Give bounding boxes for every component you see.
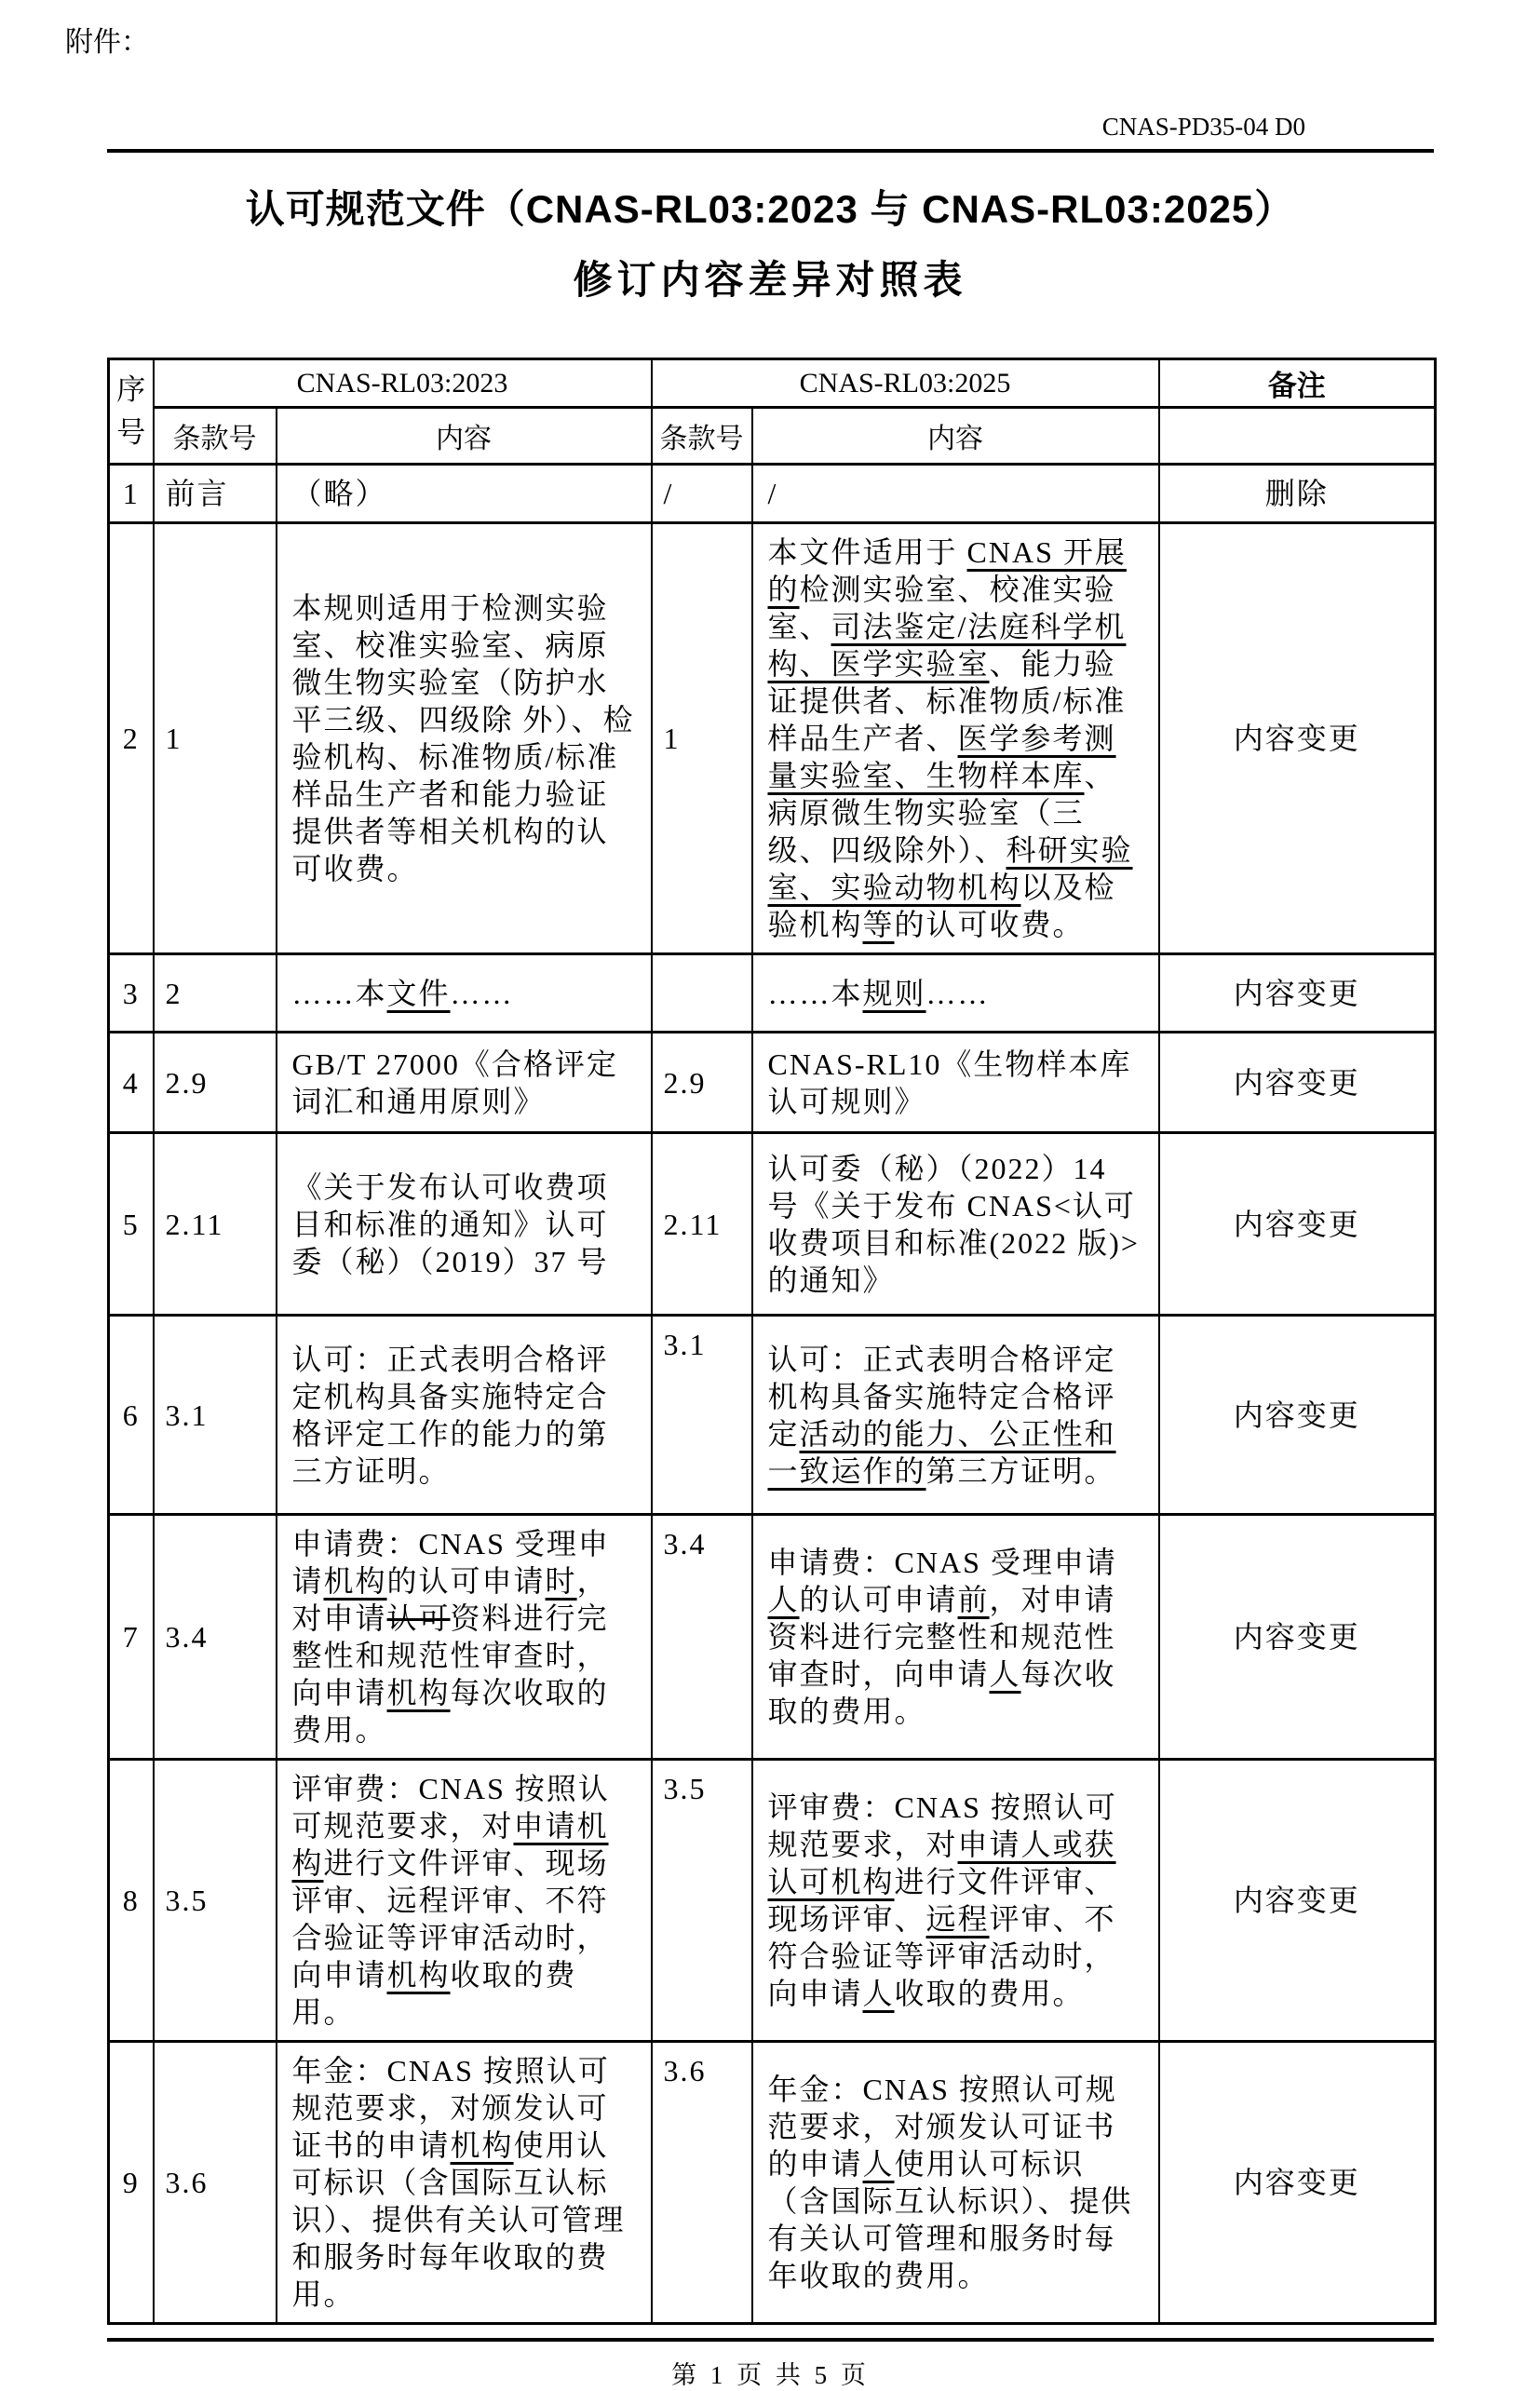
table-row [109, 2042, 1436, 2324]
plain-text: 认可委（秘）（2022）14 号《关于发布 CNAS<认可收费项目和标准(2022 版)>的通知》 [767, 1151, 1140, 1297]
table-header-row-sub [109, 408, 1436, 465]
plain-text: 3.5 [663, 1772, 707, 1805]
plain-text: （略） [291, 477, 387, 510]
added-text: 科研实验室、实验动物机构 [767, 833, 1133, 904]
clause-2025-cell [652, 1316, 752, 1515]
table-row [109, 1316, 1436, 1515]
header-remark-empty [1159, 408, 1436, 465]
table-row [109, 465, 1436, 523]
plain-text: 进行文件评审、现场评审、远程评审、不符合验证等评审活动时，向申请 [291, 1846, 609, 1992]
plain-text: 2.11 [165, 1207, 224, 1241]
added-text: 规则 [862, 976, 926, 1010]
added-text: 机构 [386, 1676, 451, 1709]
remark-cell [1159, 954, 1436, 1033]
clause-2023-cell [154, 2042, 277, 2324]
content-2025-cell [752, 1760, 1159, 2042]
plain-text: 3.1 [165, 1398, 209, 1432]
plain-text: CNAS-RL10《生物样本库认可规则》 [767, 1047, 1132, 1118]
seq-cell [109, 1760, 154, 2042]
plain-text: 1 [122, 477, 140, 510]
seq-cell [109, 2042, 154, 2324]
plain-text: 评审费：CNAS 按照认可规范要求，对 [291, 1772, 610, 1843]
plain-text: ，对申请 [291, 1564, 609, 1635]
content-2025-cell [752, 2042, 1159, 2324]
plain-text: 内容变更 [1233, 1884, 1360, 1917]
plain-text: 的认可收费。 [894, 908, 1085, 941]
plain-text: ……本 [767, 976, 863, 1010]
plain-text: 9 [122, 2166, 140, 2199]
added-text: 机构 [323, 1564, 387, 1598]
plain-text: 4 [122, 1065, 140, 1100]
plain-text: 收取的费用。 [894, 1977, 1085, 2010]
remark-cell [1159, 1515, 1436, 1760]
content-2025-cell [752, 1033, 1159, 1133]
plain-text: 1 [663, 722, 681, 755]
table-row [109, 954, 1436, 1033]
table-row [109, 1133, 1436, 1316]
header-seq: 序号 [109, 359, 154, 465]
added-text: 申请人或获认可机构 [767, 1828, 1116, 1898]
added-text: 人 [767, 1583, 800, 1616]
plain-text: 5 [122, 1207, 140, 1241]
plain-text: 3.1 [663, 1328, 707, 1361]
table-row [109, 1515, 1436, 1760]
plain-text: 进行文件评审、现场评审、 [767, 1865, 1116, 1936]
clause-2023-cell [154, 465, 277, 523]
content-2023-cell [277, 1316, 652, 1515]
plain-text: 评审、不符合验证等评审活动时，向申请 [767, 1902, 1116, 2010]
plain-text: 认可：正式表明合格评定机构具备实施特定合格评定工作的能力的第三方证明。 [291, 1342, 609, 1488]
plain-text: 内容变更 [1233, 1207, 1360, 1241]
plain-text: 删除 [1264, 477, 1329, 510]
remark-cell [1159, 1033, 1436, 1133]
seq-cell [109, 954, 154, 1033]
clause-2025-cell [652, 1133, 752, 1316]
plain-text: 申请费：CNAS 受理申请 [291, 1527, 610, 1598]
attachment-label: 附件： [65, 27, 149, 58]
content-2023-cell [277, 1760, 652, 2042]
plain-text: 3.5 [165, 1884, 209, 1917]
plain-text: 申请费：CNAS 受理申请 [767, 1546, 1117, 1579]
content-2023-cell [277, 1133, 652, 1316]
content-2023-cell [277, 2042, 652, 2324]
content-2025-cell [752, 954, 1159, 1033]
plain-text: 、能力验证提供者、标准物质/标准样品生产者、 [767, 647, 1127, 755]
clause-2023-cell [154, 1760, 277, 2042]
plain-text: 3.6 [165, 2166, 209, 2199]
clause-2023-cell [154, 1515, 277, 1760]
seq-cell [109, 1133, 154, 1316]
content-2023-cell [277, 523, 652, 954]
plain-text: 本规则适用于检测实验室、校准实验室、病原微生物实验室（防护水平三级、四级除 外）、检验机构、标准物质/标准样品生产者和能力验证提供者等相关机构的认可收费。 [291, 591, 635, 885]
clause-2025-cell [652, 1033, 752, 1133]
plain-text: 的认可申请 [386, 1564, 546, 1598]
content-2025-cell [752, 1316, 1159, 1515]
clause-2025-cell [652, 465, 752, 523]
added-text: 文件 [386, 976, 451, 1010]
added-text: 人 [989, 1657, 1021, 1691]
plain-text: 《关于发布认可收费项目和标准的通知》认可委（秘）（2019）37 号 [291, 1169, 609, 1278]
plain-text: 使用认可标识（含国际互认标识）、提供有关认可管理和服务时每年收取的费用。 [291, 2128, 626, 2311]
content-2025-cell [752, 1133, 1159, 1316]
clause-2025-cell [652, 2042, 752, 2324]
plain-text: 7 [122, 1620, 140, 1654]
added-text: 时 [545, 1564, 577, 1598]
plain-text: 2.9 [165, 1065, 209, 1100]
seq-cell [109, 465, 154, 523]
footer-rule [107, 2338, 1434, 2342]
content-2025-cell [752, 523, 1159, 954]
content-2025-cell [752, 465, 1159, 523]
plain-text: 的认可申请 [799, 1583, 958, 1616]
plain-text: 3.6 [663, 2054, 707, 2087]
added-text: 远程 [925, 1902, 990, 1936]
plain-text: 2 [122, 722, 140, 755]
plain-text: 6 [122, 1398, 140, 1432]
added-text: 司法鉴定/法庭科学机构、医学实验室 [767, 610, 1127, 681]
clause-2025-cell [652, 954, 752, 1033]
plain-text: 2.9 [663, 1065, 707, 1100]
clause-2023-cell [154, 954, 277, 1033]
page-footer: 第 1 页 共 5 页 [671, 2361, 870, 2389]
header-content-2025: 内容 [752, 408, 1159, 465]
seq-cell [109, 1316, 154, 1515]
diff-table-body [109, 465, 1436, 2324]
added-text: 申请机构 [291, 1809, 609, 1880]
plain-text: 3.4 [663, 1527, 707, 1560]
plain-text: 本文件适用于 [767, 535, 967, 569]
plain-text: 每次收取的费用。 [291, 1676, 609, 1747]
added-text: CNAS 开展的 [767, 535, 1127, 606]
added-text: 机构 [450, 2128, 514, 2162]
plain-text: 3 [122, 976, 140, 1010]
clause-2023-cell [154, 1316, 277, 1515]
content-2025-cell [752, 1515, 1159, 1760]
header-content-2023: 内容 [277, 408, 652, 465]
plain-text: …… [450, 976, 514, 1010]
plain-text: 以及检验机构 [767, 871, 1116, 941]
remark-cell [1159, 1760, 1436, 2042]
plain-text: 第三方证明。 [925, 1453, 1116, 1488]
clause-2023-cell [154, 523, 277, 954]
plain-text: 内容变更 [1233, 1620, 1360, 1654]
table-row [109, 1033, 1436, 1133]
clause-2023-cell [154, 1033, 277, 1133]
doc-code: CNAS-PD35-04 D0 [1101, 113, 1305, 141]
plain-text: GB/T 27000《合格评定 词汇和通用原则》 [291, 1047, 618, 1118]
table-header-row-groups [109, 359, 1436, 408]
diff-table [107, 358, 1437, 2325]
deleted-text: 认可 [386, 1601, 451, 1635]
content-2023-cell [277, 954, 652, 1033]
seq-cell [109, 1033, 154, 1133]
seq-cell [109, 1515, 154, 1760]
remark-cell [1159, 523, 1436, 954]
header-remark: 备注 [1159, 359, 1436, 408]
remark-cell [1159, 465, 1436, 523]
table-row [109, 523, 1436, 954]
plain-text: 认可：正式表明合格评定机构具备实施特定合格评定 [767, 1342, 1116, 1451]
plain-text: 年金：CNAS 按照认可规范要求，对颁发认可证书的申请 [767, 2073, 1117, 2181]
plain-text: 收取的费用。 [291, 1958, 577, 2029]
plain-text: 2.11 [663, 1207, 723, 1241]
plain-text: 使用认可标识（含国际互认标识）、提供有关认可管理和服务时每年收取的费用。 [767, 2147, 1133, 2292]
plain-text: ，对申请资料进行完整性和规范性审查时，向申请 [767, 1583, 1116, 1691]
clause-2023-cell [154, 1133, 277, 1316]
plain-text: 1 [165, 722, 182, 755]
remark-cell [1159, 1133, 1436, 1316]
plain-text: 内容变更 [1233, 2166, 1360, 2199]
content-2023-cell [277, 1033, 652, 1133]
header-clause-2023: 条款号 [154, 408, 277, 465]
plain-text: / [663, 477, 674, 510]
plain-text: 内容变更 [1233, 722, 1360, 755]
added-text: 机构 [386, 1958, 451, 1992]
header-clause-2025: 条款号 [652, 408, 752, 465]
plain-text: 、病原微生物实验室（三级、四级除外）、 [767, 759, 1116, 867]
plain-text: 评审费：CNAS 按照认可规范要求，对 [767, 1790, 1117, 1861]
added-text: 人 [862, 2147, 895, 2181]
header-rule [107, 149, 1434, 153]
plain-text: 3.4 [165, 1620, 209, 1654]
page-subtitle: 修订内容差异对照表 [573, 258, 967, 302]
plain-text: 内容变更 [1233, 976, 1360, 1010]
page-title: 认可规范文件（CNAS-RL03:2023 与 CNAS-RL03:2025） [245, 187, 1295, 231]
plain-text: 检测实验室、校准实验室、 [767, 573, 1116, 643]
plain-text: 内容变更 [1233, 1065, 1360, 1100]
remark-cell [1159, 1316, 1436, 1515]
plain-text: ……本 [291, 976, 387, 1010]
plain-text: 前言 [165, 477, 229, 510]
seq-cell [109, 523, 154, 954]
added-text: 活动的能力、公正性和一致运作的 [767, 1416, 1116, 1488]
added-text: 前 [957, 1583, 990, 1616]
plain-text: 8 [122, 1884, 140, 1917]
added-text: 医学参考测量实验室、生物样本库 [767, 722, 1116, 792]
content-2023-cell [277, 465, 652, 523]
clause-2025-cell [652, 1515, 752, 1760]
plain-text: 年金：CNAS 按照认可规范要求，对颁发认可证书的申请 [291, 2054, 610, 2162]
added-text: 等 [862, 908, 895, 941]
plain-text: …… [925, 976, 990, 1010]
clause-2025-cell [652, 1760, 752, 2042]
plain-text: / [767, 477, 778, 510]
header-group-2025: CNAS-RL03:2025 [652, 359, 1159, 408]
plain-text: 2 [165, 976, 182, 1010]
content-2023-cell [277, 1515, 652, 1760]
remark-cell [1159, 2042, 1436, 2324]
clause-2025-cell [652, 523, 752, 954]
header-group-2023: CNAS-RL03:2023 [154, 359, 652, 408]
added-text: 人 [862, 1977, 895, 2010]
table-row [109, 1760, 1436, 2042]
plain-text: 资料进行完整性和规范性审查时，向申请 [291, 1601, 609, 1709]
plain-text: 内容变更 [1233, 1398, 1360, 1432]
plain-text: 每次收取的费用。 [767, 1657, 1116, 1728]
